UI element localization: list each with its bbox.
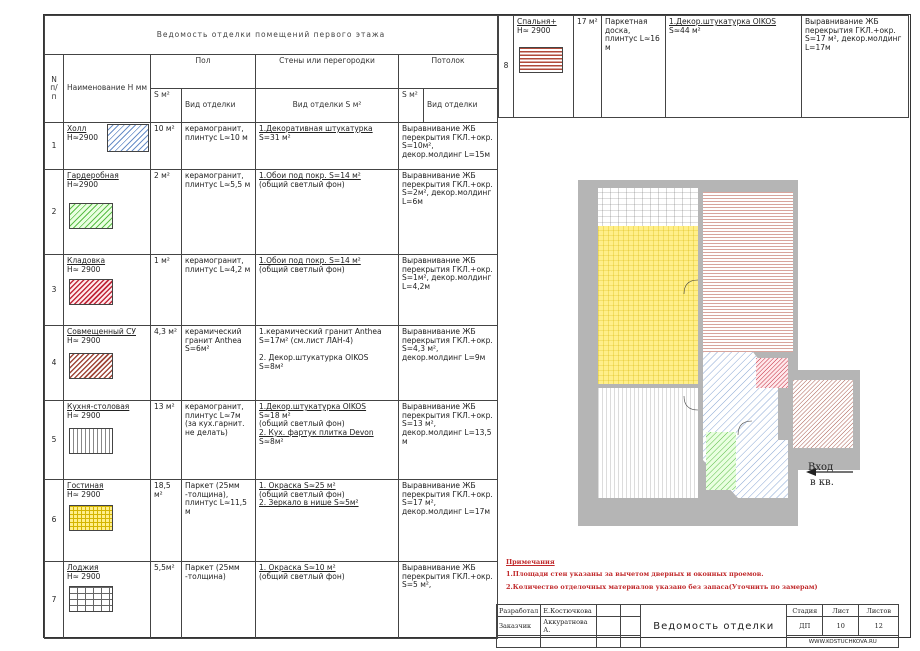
note-item: 1.Площади стен указаны за вычетом дверных и оконных проемов. [506,570,764,579]
header-ceiling: Потолок [399,55,498,89]
room-num: 2 [45,170,64,255]
walls-finish-line: S=31 м² [259,132,291,142]
ceiling-finish: Выравнивание ЖБ перекрытия ГКЛ.+окр. S=17 м², декор.молдинг L=17м [802,16,909,118]
hatch-swatch-bathroom [69,353,113,379]
hatch-swatch-bedroom [519,47,563,73]
hatch-swatch-pantry [69,279,113,305]
walls-finish-line: 1.Обои под покр. S=14 м² [259,171,361,180]
table-row [45,170,498,255]
table-row [45,480,498,562]
ceiling-finish: Выравнивание ЖБ перекрытия ГКЛ.+окр. S=10м², декор.молдинг L=15м [399,123,498,170]
room-num: 6 [45,480,64,562]
floor-plan [578,180,860,526]
room-height: Н≈ 2900 [67,410,101,420]
room-pantry [756,358,788,388]
header-floor: Пол [151,55,256,89]
floor-finish: Паркет (25мм -толщина), плинтус L≈11,5 м [182,480,256,562]
finish-schedule-table [44,15,498,639]
bedroom-row-table [498,15,909,118]
floor-area: 18,5 м² [151,480,182,562]
floor-area: 1 м² [151,255,182,326]
room-height: Н≈ 2900 [67,571,101,581]
table-row [45,401,498,480]
room-height: Н≈2900 [67,132,99,142]
hatch-swatch-living [69,505,113,531]
walls-finish-line: S≈44 м² [669,25,701,35]
table-row [45,123,498,170]
header-floor-type: Вид отделки [182,89,256,123]
room-height: Н≈ 2900 [67,335,101,345]
stamp-developed-label: Разработал [497,605,541,617]
walls-finish-line: 1.Обои под покр. S=14 м² [259,256,361,265]
sheet-title: Ведомость отделки помещений первого этажа [45,16,498,55]
room-height: Н≈2900 [67,179,99,189]
room-num: 8 [499,16,514,118]
walls-finish-line: S≈8м² [259,436,284,446]
room-height: Н≈ 2900 [67,489,101,499]
hatch-swatch-hall [107,124,149,152]
room-name: Кладовка [67,256,106,265]
header-name: Наименование Н мм [64,55,151,123]
room-kitchen [598,388,698,498]
floor-finish: Паркет (25мм -толщина) [182,562,256,639]
notes-title: Примечания [506,558,555,566]
walls-finish-line: S≈18 м² [259,410,291,420]
floor-area: 10 м² [151,123,182,170]
walls-finish-line: 2. Декор.штукатурка OIKOS [259,352,369,362]
walls-finish-line: (общий светлый фон) [259,419,345,429]
walls-finish-line: 1.Декоративная штукатурка [259,124,373,133]
walls-finish-line: (общий светлый фон) [259,489,345,499]
floor-area: 5,5м² [151,562,182,639]
walls-finish-line: 1. Окраска S≈10 м² [259,563,336,572]
walls-finish-line: 1. Окраска S≈25 м² [259,481,336,490]
room-name: Спальня+ [517,17,557,26]
entry-sub-label: в кв. [810,477,834,488]
header-num: N п/п [45,55,64,123]
stamp-developed-by: Е.Костючкова [541,605,597,617]
room-name: Холл [67,124,87,133]
room-height: Н≈ 2900 [67,264,101,274]
stamp-stage: ДП [787,617,823,636]
floor-finish: керамогранит, плинтус L≈7м (за кух.гарнит. не делать) [182,401,256,480]
header-walls-type: Вид отделки S м² [256,89,399,123]
header-ceiling-type: Вид отделки [424,89,498,123]
ceiling-finish: Выравнивание ЖБ перекрытия ГКЛ.+окр. S=4,3 м², декор.молдинг L=9м [399,326,498,401]
room-bedroom [703,192,793,352]
room-num: 5 [45,401,64,480]
stamp-customer: Аккуратнова А. [541,617,597,636]
floor-area: 4,3 м² [151,326,182,401]
room-num: 7 [45,562,64,639]
walls-finish-line: 1.Декор.штукатурка OIKOS [259,402,367,411]
room-num: 4 [45,326,64,401]
room-name: Совмещенный СУ [67,327,136,336]
stamp-website: WWW.KOSTUCHKOVA.RU [787,636,899,648]
floor-finish: керамогранит, плинтус L≈4,2 м [182,255,256,326]
room-name: Кухня-столовая [67,402,130,411]
stamp-sheet-label: Лист [823,605,859,617]
room-living [598,226,698,384]
ceiling-finish: Выравнивание ЖБ перекрытия ГКЛ.+окр. S=5 м², [399,562,498,639]
floor-finish: Паркетная доска, плинтус L≈16 м [602,16,666,118]
stamp-sheets-label: Листов [859,605,899,617]
floor-finish: керамический гранит Anthea S=6м² [182,326,256,401]
room-bathroom [793,380,853,448]
header-floor-s: S м² [151,89,182,123]
room-num: 3 [45,255,64,326]
ceiling-finish: Выравнивание ЖБ перекрытия ГКЛ.+окр. S=17 м², декор.молдинг L=17м [399,480,498,562]
stamp-sheet-name: Ведомость отделки [641,605,787,648]
walls-finish-line: S=8м² [259,361,284,371]
table-row [45,326,498,401]
stamp-sheet: 10 [823,617,859,636]
room-name: Гостиная [67,481,104,490]
floor-area: 2 м² [151,170,182,255]
table-row [45,562,498,639]
hatch-swatch-loggia [69,586,113,612]
hatch-swatch-wardrobe [69,203,113,229]
room-num: 1 [45,123,64,170]
walls-finish-line: S=17м² (см.лист ЛАН-4) [259,335,354,345]
stamp-customer-label: Заказчик [497,617,541,636]
walls-finish-line: (общий светлый фон) [259,179,345,189]
walls-finish-line: (общий светлый фон) [259,264,345,274]
entry-label: Вход [808,462,834,473]
header-ceiling-s: S м² [399,89,424,123]
floor-area: 13 м² [151,401,182,480]
header-walls: Стены или перегородки [256,55,399,89]
room-name: Гардеробная [67,171,119,180]
table-row [499,16,909,118]
walls-finish-line: (общий светлый фон) [259,571,345,581]
ceiling-finish: Выравнивание ЖБ перекрытия ГКЛ.+окр. S=13 м², декор.молдинг L=13,5 м [399,401,498,480]
notes-block [506,556,818,593]
stamp-stage-label: Стадия [787,605,823,617]
ceiling-finish: Выравнивание ЖБ перекрытия ГКЛ.+окр. S=2м², декор.молдинг L=6м [399,170,498,255]
walls-finish-line: 1.Декор.штукатурка OIKOS [669,17,777,26]
table-row [45,255,498,326]
floor-area: 17 м² [574,16,602,118]
walls-finish-line: 1.керамический гранит Anthea [259,327,382,336]
walls-finish-line: 2. Зеркало в нише S≈5м² [259,498,359,508]
stamp-sheets: 12 [859,617,899,636]
note-item: 2.Количество отделочных материалов указано без запаса(Уточнить по замерам) [506,582,818,591]
hatch-swatch-kitchen [69,428,113,454]
room-wardrobe [706,432,736,490]
room-name: Лоджия [67,563,99,572]
room-loggia [598,188,698,226]
floor-finish: керамогранит, плинтус L≈10 м [182,123,256,170]
title-stamp [496,604,899,648]
floor-finish: керамогранит, плинтус L≈5,5 м [182,170,256,255]
room-height: Н≈ 2900 [517,25,551,35]
ceiling-finish: Выравнивание ЖБ перекрытия ГКЛ.+окр. S=1м², декор.молдинг L=4,2м [399,255,498,326]
walls-finish-line: 2. Кух. фартук плитка Devon [259,427,374,437]
